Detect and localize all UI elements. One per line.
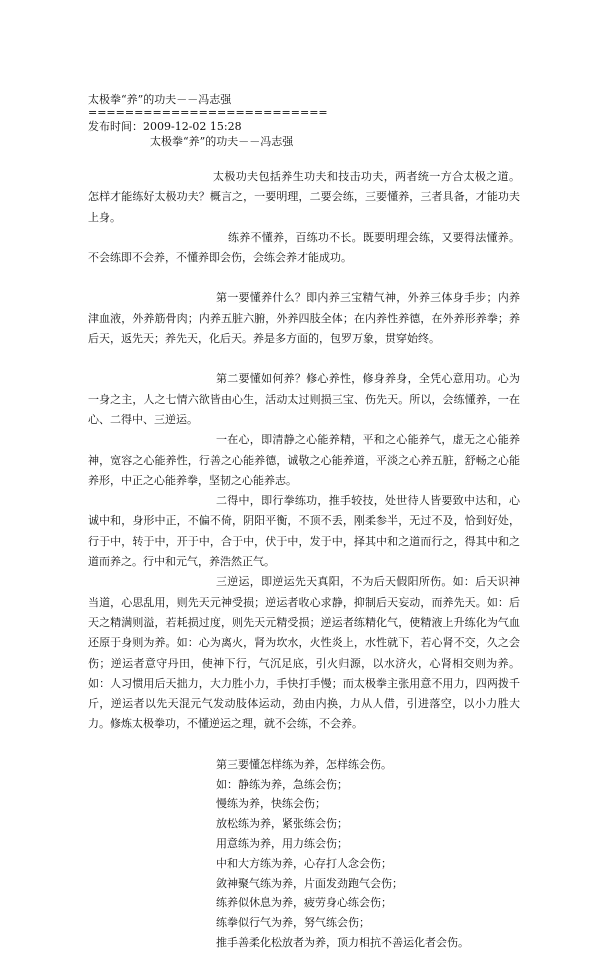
list-item: 敛神聚气练为养，片面发劲跑气会伤； (216, 876, 403, 890)
publish-time: 发布时间：2009-12-02 15:28 (88, 120, 242, 133)
section1-paragraph: 第一要懂养什么？即内养三宝精气神，外养三体身手步；内养津血液，外养筋骨肉；内养五脏六腑，外养四肢全体；在内养性养德，在外养形养拳；养后天，返先天；养先天，化后天。养是多方面的，包罗万象，贯穿始终。 (88, 291, 520, 346)
list-item: 慢练为养，快练会伤； (216, 797, 326, 811)
intro-paragraph-1: 太极功夫包括养生功夫和技击功夫，两者统一方合太极之道。怎样才能练好太极功夫？概言之，一要明理，二要会练，三要懂养，三者具备，才能功夫上身。 (88, 170, 520, 224)
section2-paragraph-1: 第二要懂如何养？修心养性，修身养身，全凭心意用功。心为一身之主，人之七情六欲皆由心生，活动太过则损三宝、伤先天。所以，会练懂养，一在心、二得中、三逆运。 (88, 372, 520, 426)
section3-heading: 第三要懂怎样练为养，怎样练会伤。 (216, 757, 392, 771)
section2-paragraph-4: 三逆运，即逆运先天真阳，不为后天假阳所伤。如：后天识神当道，心思乱用，则先天元神受损；逆运者收心求静，抑制后天妄动，而养先天。如：后天之精满则溢，若耗损过度，则先天元精受损；逆运者练精化气，使精液上升练化为气血还原于身则为养。如：心为离火，肾为坎水，火性炎上，水性就下，若心肾不交，久之会伤；逆运者意守丹田，使神下行，气沉足底，引火归源，以水济火，心肾相交则为养。如：人习惯用后天拙力，大力胜小力，手快打手慢；而太极拳主张用意不用力，四两拨千斤，逆运者以先天混元气发动肢体运动，劲由内换，力从人借，引进落空，以小力胜大力。修炼太极拳功，不懂逆运之理，就不会练，不会养。 (88, 575, 520, 731)
list-item: 推手善柔化松放者为养，顶力相抗不善运化者会伤。 (216, 935, 469, 949)
list-item: 中和大方练为养，心存打人念会伤； (216, 856, 392, 870)
list-item: 放松练为养，紧张练会伤； (216, 817, 348, 831)
section3-list (88, 755, 520, 953)
section2-paragraph-3: 二得中，即行拳练功，推手较技，处世待人皆要致中达和，心诚中和，身形中正，不偏不倚，阴阳平衡，不顶不丢，刚柔参半，无过不及，恰到好处，行于中，转于中，开于中，合于中，伏于中，发于中，择其中和之道而行之，得其中和之道而养之。行中和元气，养浩然正气。 (88, 494, 520, 569)
list-item: 练养似休息为养，疲劳身心练会伤； (216, 896, 392, 910)
document-page (88, 92, 520, 953)
title-separator: ========================== (88, 106, 328, 119)
article-subtitle: 太极拳“养”的功夫－－冯志强 (150, 135, 294, 148)
document-title: 太极拳“养”的功夫－－冯志强 (88, 93, 232, 106)
list-item: 练拳似行气为养，努气练会伤； (216, 916, 370, 930)
list-item: 如：静练为养，急练会伤； (216, 777, 348, 791)
list-item: 用意练为养，用力练会伤； (216, 836, 348, 850)
intro-paragraph-2: 练养不懂养，百练功不长。既要明理会练，又要得法懂养。不会练即不会养，不懂养即会伤，会练会养才能成功。 (88, 230, 520, 265)
section2-paragraph-2: 一在心，即清静之心能养精，平和之心能养气，虚无之心能养神，宽容之心能养性，行善之心能养德，诚敬之心能养道，平淡之心养五脏，舒畅之心能养形，中正之心能养拳，坚韧之心能养志。 (88, 433, 520, 487)
